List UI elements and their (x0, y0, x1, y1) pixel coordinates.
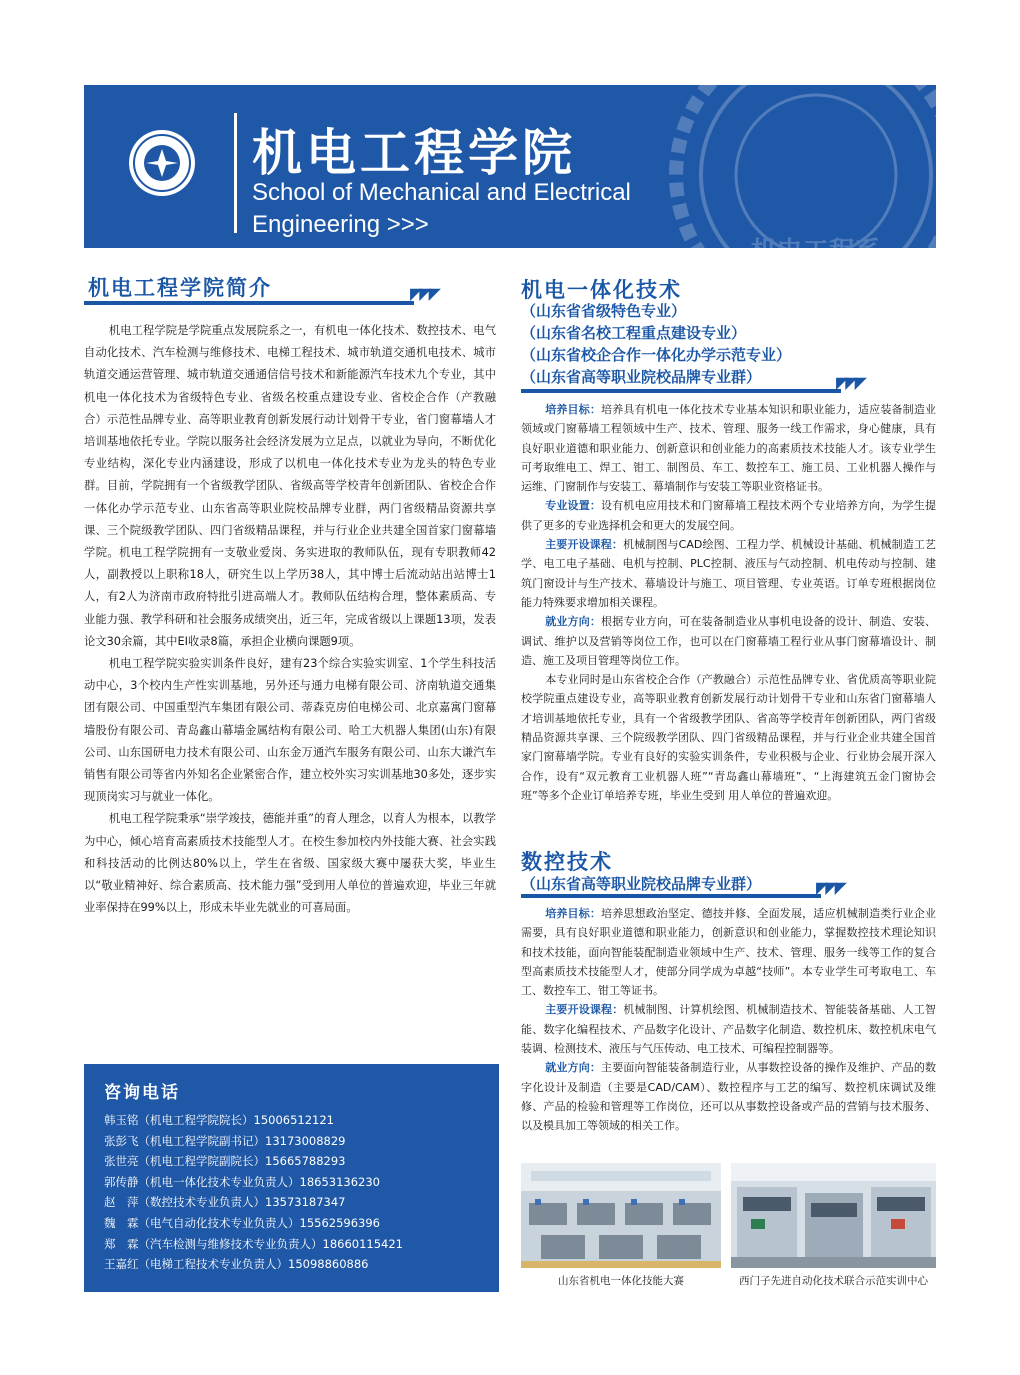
section-text: 设有机电应用技术和门窗幕墙工程技术两个专业培养方向，为学生提供了更多的专业选择机会和更大的发展空间。 (521, 499, 937, 532)
banner-divider (234, 113, 237, 233)
major1-badge: （山东省省级特色专业） (521, 302, 687, 320)
contact-box (84, 1064, 499, 1292)
contact-item: 郑 霖（汽车检测与维修技术专业负责人）18660115421 (104, 1236, 403, 1251)
chevrons-icon: ◤◤◤ (410, 284, 438, 303)
chevrons-icon: ◤◤◤ (816, 878, 844, 897)
section-label: 培养目标： (545, 907, 602, 920)
chevrons-icon: ◤◤◤ (836, 373, 864, 392)
page-title: 机电工程学院 (252, 124, 576, 182)
page-subtitle-en: School of Mechanical and Electrical Engineering >>> (252, 179, 631, 238)
contact-item: 张世亮（机电工程学院副院长）15665788293 (104, 1154, 346, 1169)
major1-heading: 机电一体化技术 (521, 278, 682, 302)
contact-list (104, 1110, 403, 1275)
intro-heading: 机电工程学院简介 (88, 276, 272, 300)
training-center-photo-image (731, 1163, 936, 1268)
major1-badge: （山东省高等职业院校品牌专业群） (521, 368, 762, 386)
section-text: 培养具有机电一体化技术专业基本知识和职业能力，适应装备制造业领域或门窗幕墙工程领域中生产、技术、管理、服务一线工作需求，身心健康，具有良好职业道德和职业能力、创新意识和创业能力的高素质技术技能人才。该专业学生可考取维电工、焊工、钳工、制图员、车工、数控车工、施工员、工业机器人操作与运维、门窗制作与安装工、幕墙制作与安装工等职业资格证书。 (521, 403, 937, 494)
major2-body (521, 904, 936, 1136)
contact-item: 郭传静（机电一体化技术专业负责人）18653136230 (104, 1174, 380, 1189)
photo-siemens-center (731, 1163, 936, 1268)
section-text: 培养思想政治坚定、德技并修、全面发展，适应机械制造类行业企业需要，具有良好职业道德和职业能力，创新意识和创业能力，掌握数控技术理论知识和技术技能，面向智能装配制造业领域中生产、技术、管理、服务一线等工作的复合型高素质技术技能型人才，使部分同学成为卓越“技师”。本专业学生可考取电工、车工、数控车工、钳工等证书。 (521, 907, 937, 998)
section-label: 就业方向： (545, 1061, 602, 1075)
intro-paragraph: 机电工程学院秉承“崇学竣技，德能并重”的育人理念，以育人为根本，以教学为中心，倾心培育高素质技术技能型人才。在校生参加校内外技能大赛、社会实践和科技活动的比例达80%以上，学生在省级、国家级大赛中屡获大奖，毕业生以“敬业精神好、综合素质高、技术能力强”受到用人单位的普遍欢迎，毕业三年就业率保持在99%以上，形成未毕业先就业的可喜局面。 (84, 812, 496, 915)
header-banner (84, 85, 936, 267)
major1-underline (521, 389, 841, 393)
section-text: 主要面向智能装备制造行业，从事数控设备的操作及维护、产品的数字化设计及制造（主要是CAD/CAM）、数控程序与工艺的编写、数控机床调试及维修、产品的检验和管理等工作岗位，还可以从事数控设备或产品的营销与技术服务、以及模具加工等领域的相关工作。 (521, 1061, 937, 1133)
intro-body (84, 320, 496, 919)
section-label: 主要开设课程： (545, 538, 624, 552)
section-label: 主要开设课程： (545, 1003, 624, 1017)
school-logo-icon (128, 129, 196, 197)
section-label: 专业设置： (545, 499, 602, 513)
major1-badge: （山东省校企合作一体化办学示范专业） (521, 346, 792, 364)
competition-photo-image (521, 1163, 721, 1268)
intro-paragraph: 机电工程学院是学院重点发展院系之一，有机电一体化技术、数控技术、电气自动化技术、汽车检测与维修技术、电梯工程技术、城市轨道交通机电技术、城市轨道交通运营管理、城市轨道交通通信信号技术和新能源汽车技术九个专业，其中机电一体化技术为省级特色专业、省级名校重点建设专业、省校企合作（产教融合）示范性品牌专业、高等职业教育创新发展行动计划骨干专业，省门窗幕墙人才培训基地依托专业。学院以服务社会经济发展为立足点，以就业为导向，不断优化专业结构，深化专业内涵建设，形成了以机电一体化技术专业为龙头的特色专业群。目前，学院拥有一个省级教学团队、省级高等学校青年创新团队、省校企合作一体化办学示范专业、山东省高等职业院校品牌专业群，两门省级精品资源共享课、三个院级教学团队、四门省级精品课程，并与行业企业共建全国首家门窗幕墙学院。机电工程学院拥有一支敬业爱岗、务实进取的教师队伍，现有专职教师42人，副教授以上职称18人，研究生以上学历38人，其中博士后流动站出站博士1人，有2人为济南市政府特批引进高端人才。教师队伍结构合理，整体素质高、专业能力强、教学科研和社会服务成绩突出，近三年，完成省级以上课题13项，发表论文30余篇，其中EI收录8篇，承担企业横向课题9项。 (84, 324, 496, 648)
major1-badges (521, 300, 791, 388)
seal-text: 机电工程系 (750, 237, 882, 267)
section-text: 根据专业方向，可在装备制造业从事机电设备的设计、制造、安装、调试、维护以及营销等岗位工作，也可以在门窗幕墙工程行业从事门窗幕墙设计、制造、施工及项目管理等岗位工作。 (521, 615, 937, 667)
major2-heading: 数控技术 (521, 850, 613, 874)
section-label: 培养目标： (545, 403, 602, 416)
major2-badge: （山东省高等职业院校品牌专业群） (521, 875, 762, 893)
major2-underline (521, 894, 821, 898)
major1-extra: 本专业同时是山东省校企合作（产教融合）示范性品牌专业、省优质高等职业院校学院重点建设专业，高等职业教育创新发展行动计划骨干专业和山东省门窗幕墙人才培训基地依托专业，具有一个省级教学团队、省高等学校青年创新团队，两门省级精品资源共享课、三个院级教学团队、四门省级精品课程，并与行业企业共建全国首家门窗幕墙学院。专业有良好的实验实训条件，专业积极与企业、行业协会展开深入合作，设有“双元教育工业机器人班”“青岛鑫山幕墙班”、“上海建筑五金门窗协会班”等多个企业订单培养专班，毕业生受到 用人单位的普遍欢迎。 (521, 673, 936, 802)
contact-title: 咨询电话 (104, 1083, 180, 1103)
contact-item: 王嘉红（电梯工程技术专业负责人）15098860886 (104, 1257, 369, 1272)
section-text: 机械制图、计算机绘图、机械制造技术、智能装备基础、人工智能、数字化编程技术、产品数字化设计、产品数字化制造、数控机床、数控机床电气装调、检测技术、液压与气压传动、电工技术、可编程控制器等。 (521, 1003, 937, 1056)
photo-caption: 西门子先进自动化技术联合示范实训中心 (739, 1275, 928, 1287)
major1-badge: （山东省名校工程重点建设专业） (521, 324, 747, 342)
photo-skills-competition (521, 1163, 721, 1268)
section-text: 机械制图与CAD绘图、工程力学、机械设计基础、机械制造工艺学、电工电子基础、电机与控制、PLC控制、液压与气动控制、机电传动与控制、建筑门窗设计与生产技术、幕墙设计与施工、项目管理、专业英语。订单专班根据岗位能力特殊要求增加相关课程。 (521, 538, 936, 609)
intro-paragraph: 机电工程学院实验实训条件良好，建有23个综合实验实训室、1个学生科技活动中心，3个校内生产性实训基地，另外还与通力电梯有限公司、济南轨道交通集团有限公司、中国重型汽车集团有限公司、蒂森克房伯电梯公司、北京嘉寓门窗幕墙股份有限公司、青岛鑫山幕墙金属结构有限公司、哈工大机器人集团(山东)有限公司、山东国研电力技术有限公司、山东金万通汽车服务有限公司、山东大谦汽车销售有限公司等省内外知名企业紧密合作，建立校外实习实训基地30多处，逐步实现顶岗实习与就业一体化。 (84, 657, 496, 804)
contact-item: 赵 萍（数控技术专业负责人）13573187347 (104, 1195, 346, 1210)
major1-body (521, 400, 936, 805)
contact-item: 魏 霖（电气自动化技术专业负责人）15562596396 (104, 1215, 380, 1230)
intro-heading-underline (84, 301, 414, 305)
photo-caption: 山东省机电一体化技能大赛 (558, 1275, 684, 1287)
contact-item: 韩玉铭（机电工程学院院长）15006512121 (104, 1113, 334, 1127)
section-label: 就业方向： (545, 615, 602, 629)
contact-item: 张彭飞（机电工程学院副书记）13173008829 (104, 1133, 346, 1148)
